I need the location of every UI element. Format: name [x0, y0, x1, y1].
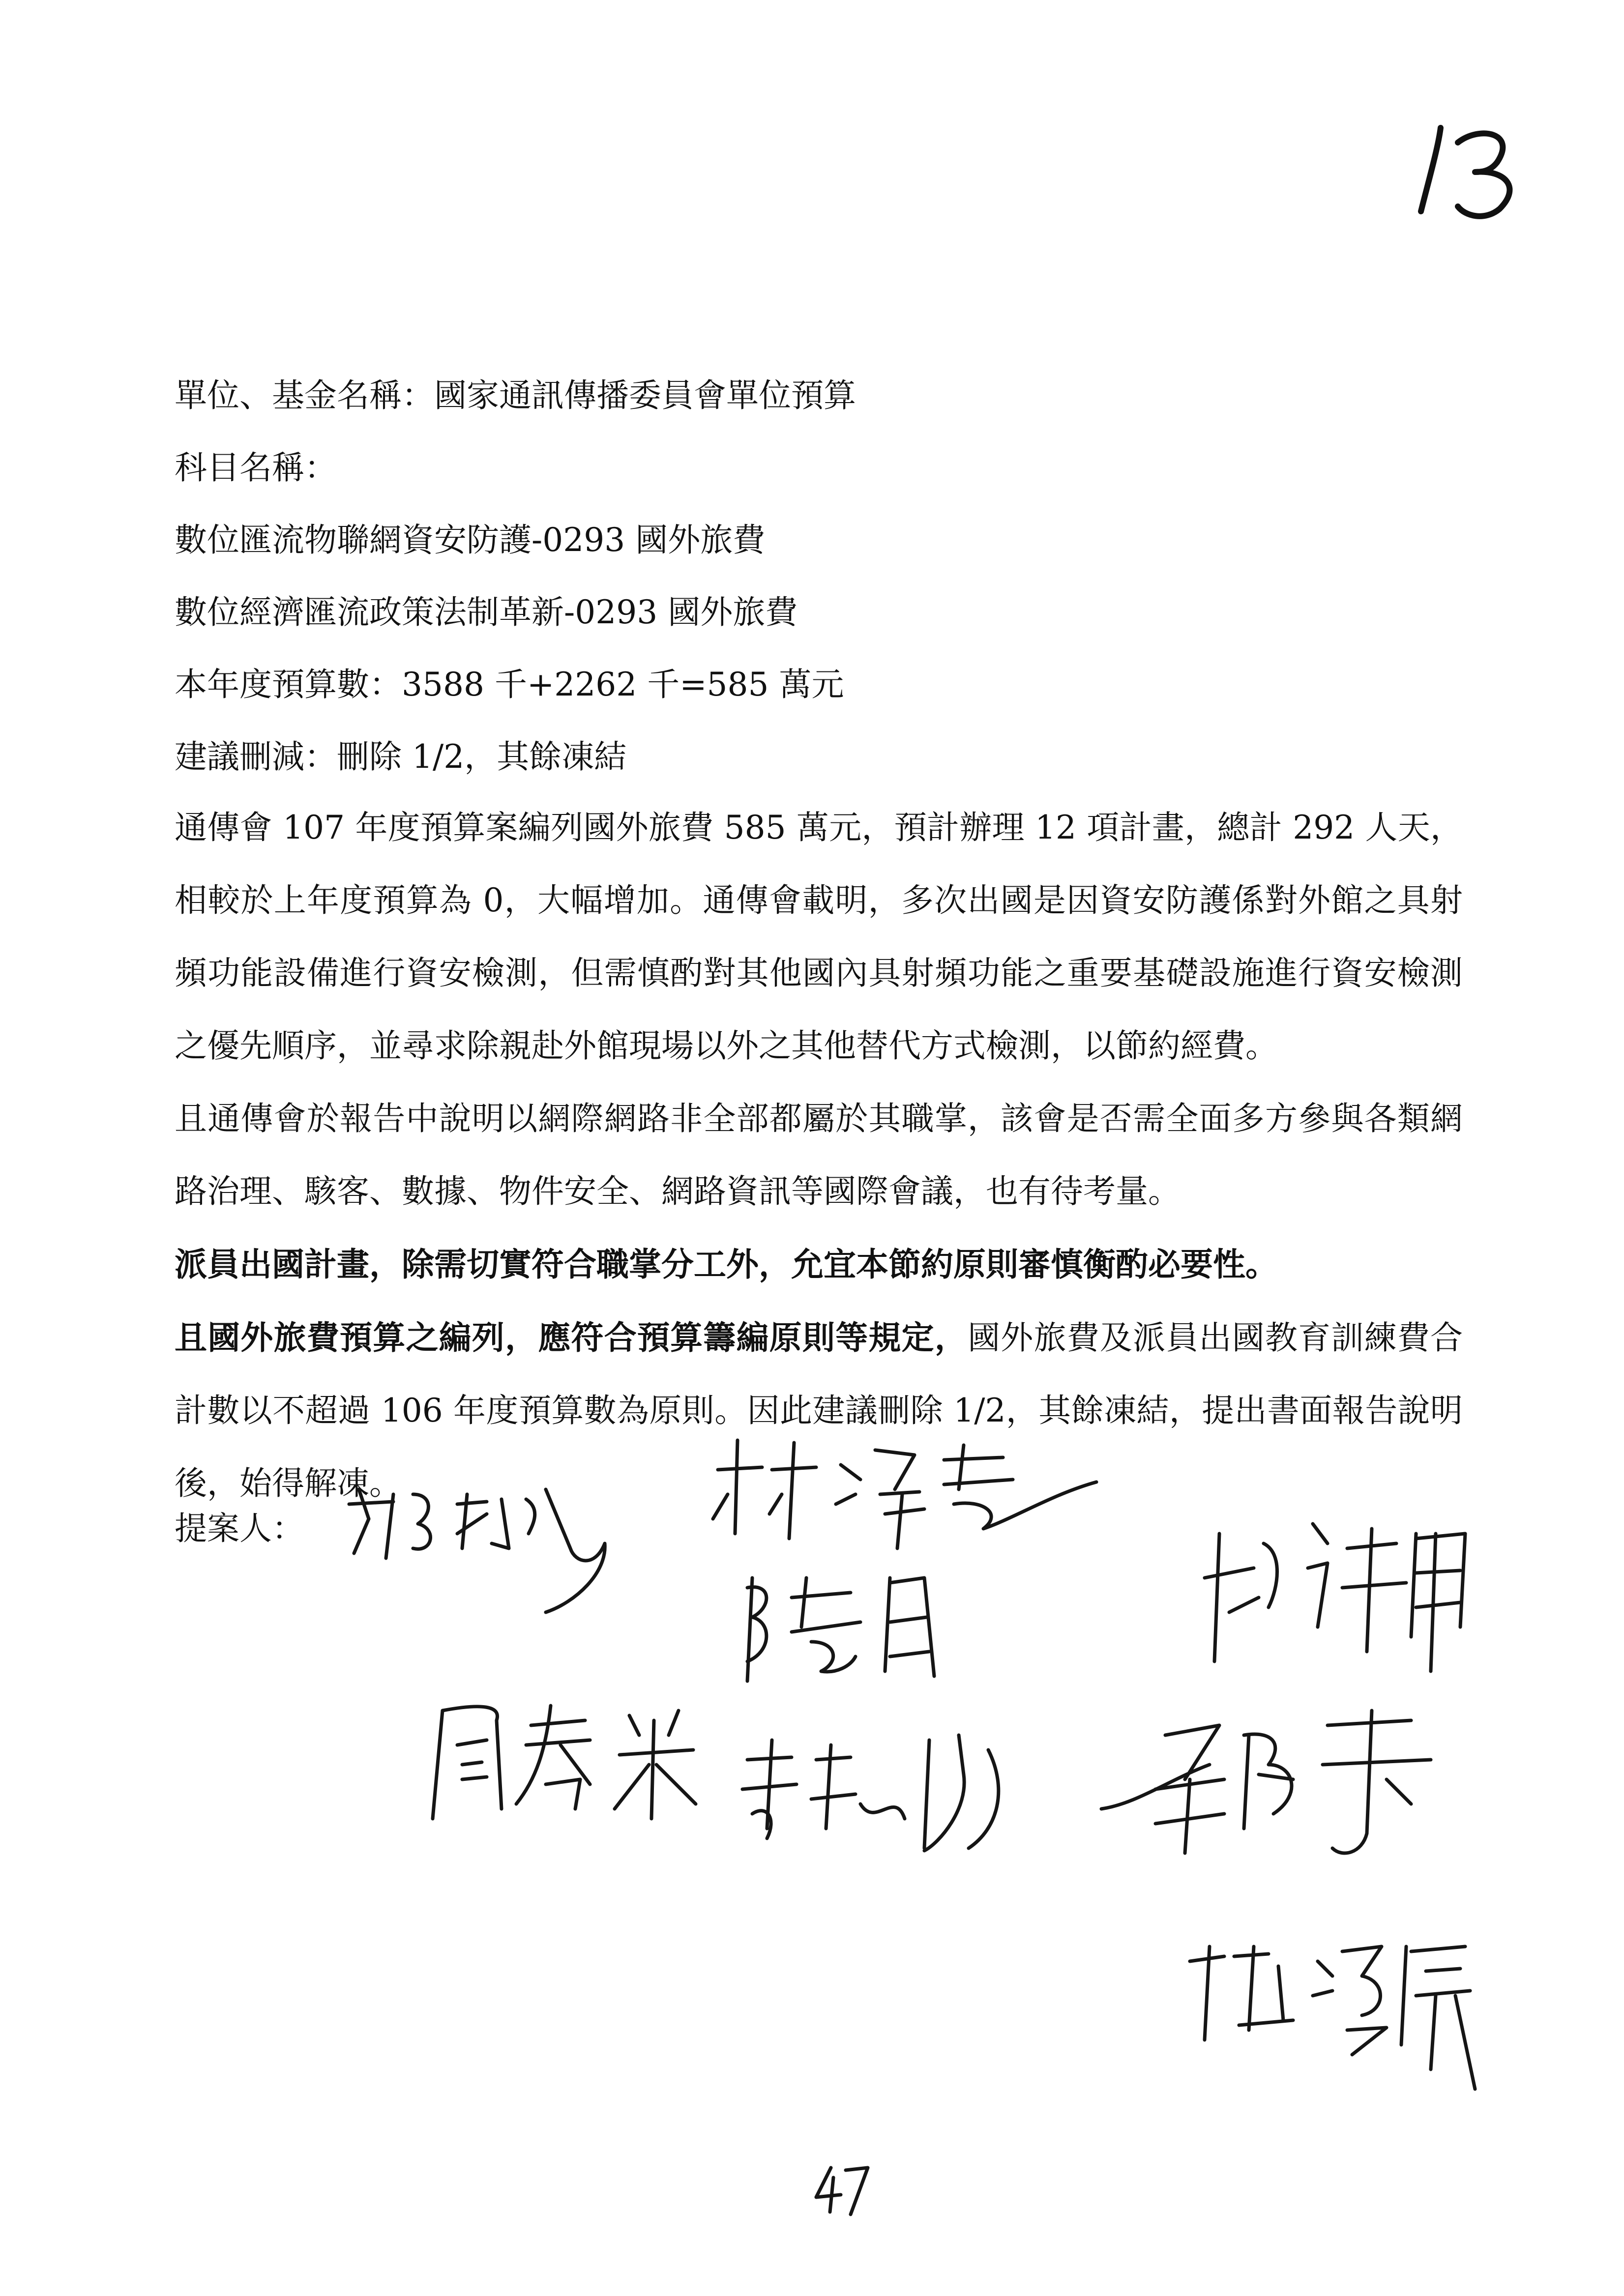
paragraph-3-rest: 國外旅費及派員出國教育訓練費合計數以不超過 106 年度預算數為原則。因此建議刪除 1/2，其餘凍結，提出書面報告說明後，始得解凍。: [175, 1319, 1463, 1502]
signature-8-drawing: [1180, 1932, 1485, 2094]
signature-2: [708, 1435, 1101, 1553]
signature-7-drawing: [1096, 1706, 1441, 1868]
signature-1-drawing: [339, 1475, 615, 1622]
signature-6: [1200, 1514, 1475, 1676]
signature-2-drawing: [708, 1435, 1101, 1553]
signature-5: [733, 1730, 1008, 1853]
handwritten-page-number: [1411, 123, 1529, 221]
paragraph-3-bold-b: 且國外旅費預算之編列，應符合預算籌編原則等規定，: [175, 1318, 968, 1357]
signature-1: [339, 1475, 615, 1622]
handwritten-13-drawing: [1411, 123, 1529, 221]
header-block: [175, 378, 1453, 812]
footer-page-number: [811, 2163, 875, 2217]
paragraph-1: 通傳會 107 年度預算案編列國外旅費 585 萬元，預計辦理 12 項計畫，總計 292 人天，相較於上年度預算為 0，大幅增加。通傳會載明，多次出國是因資安防護係對外館之具射頻功能設備進行資安檢測，但需慎酌對其他國內具射頻功能之重要基礎設施進行資安檢測之優先順序，並尋求除親赴外館現場以外之其他替代方式檢測，以節約經費。: [175, 809, 1463, 1065]
signature-3-drawing: [738, 1568, 974, 1691]
account-name-label: 科目名稱：: [175, 449, 337, 487]
proposer-label: 提案人：: [175, 1510, 304, 1547]
handwritten-47-drawing: [811, 2163, 875, 2217]
signature-4-drawing: [423, 1691, 698, 1829]
account-item-2: 數位經濟匯流政策法制革新-0293 國外旅費: [175, 593, 798, 631]
signature-6-drawing: [1200, 1514, 1475, 1676]
budget-amount: 本年度預算數：3588 千+2262 千=585 萬元: [175, 666, 844, 703]
body-block: [175, 791, 1463, 1520]
account-item-1: 數位匯流物聯網資安防護-0293 國外旅費: [175, 521, 766, 559]
unit-fund-name: 單位、基金名稱：國家通訊傳播委員會單位預算: [175, 377, 856, 414]
signature-4: [423, 1691, 698, 1829]
paragraph-3-bold-a: 派員出國計畫，除需切實符合職掌分工外，允宜本節約原則審慎衡酌必要性。: [175, 1245, 1278, 1283]
suggested-cut: 建議刪減：刪除 1/2，其餘凍結: [175, 738, 627, 776]
signature-7: [1096, 1706, 1441, 1868]
signature-8: [1180, 1932, 1485, 2094]
signature-3: [738, 1568, 974, 1691]
paragraph-2: 且通傳會於報告中說明以網際網路非全部都屬於其職掌，該會是否需全面多方參與各類網路治理、駭客、數據、物件安全、網路資訊等國際會議，也有待考量。: [175, 1100, 1463, 1210]
signature-5-drawing: [733, 1730, 1008, 1853]
